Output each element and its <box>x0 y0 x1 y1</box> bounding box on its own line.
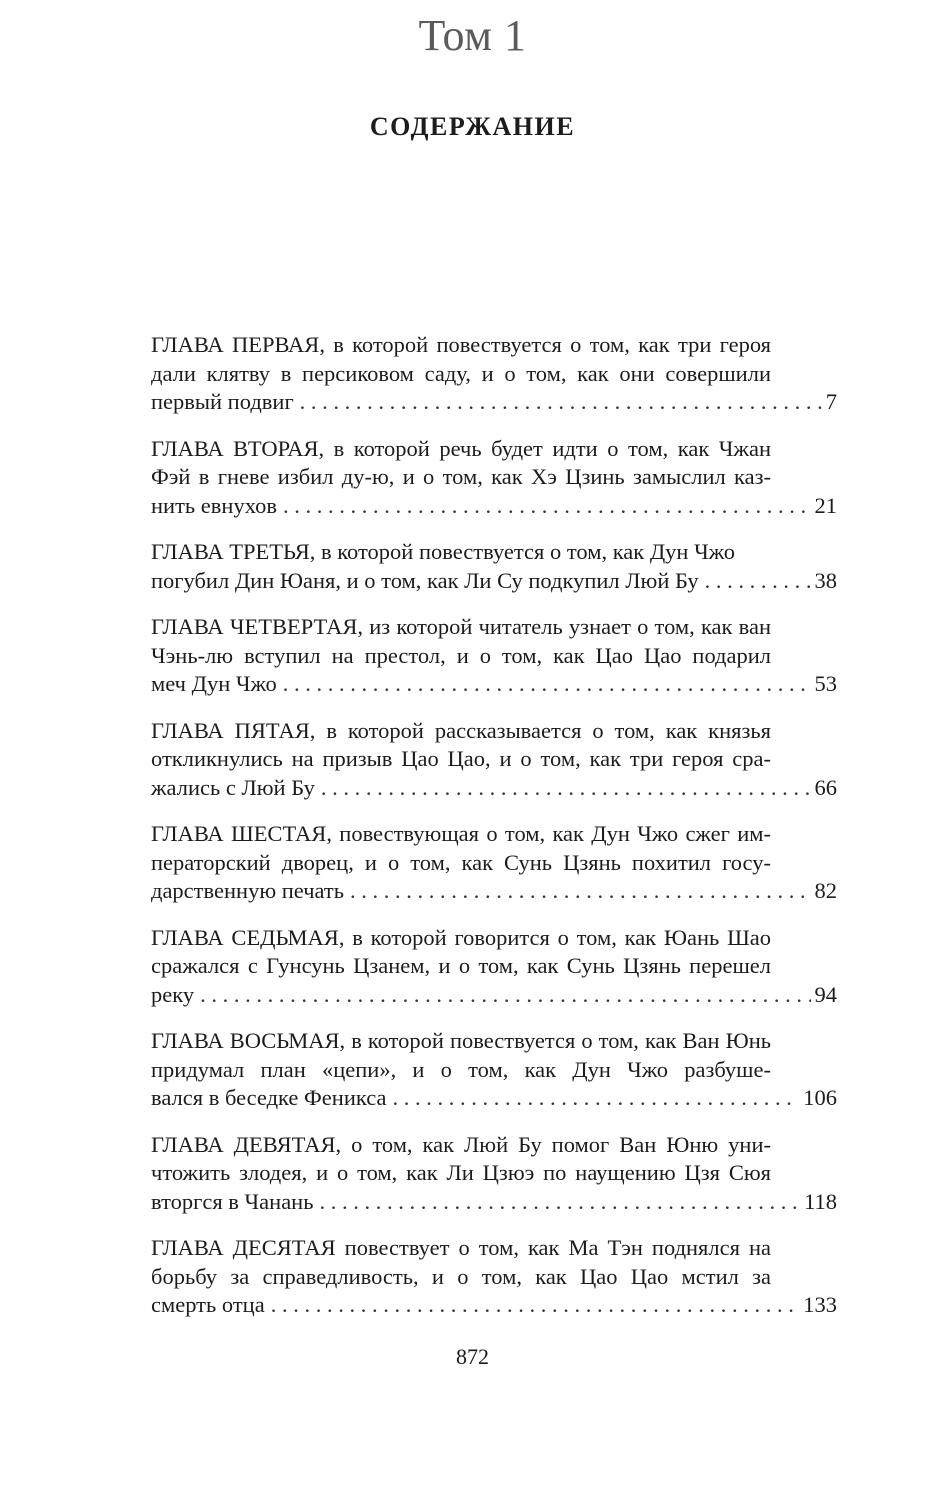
toc-page-number: 133 <box>803 1292 837 1317</box>
chapter-description-end: вался в беседке Феникса <box>151 1085 387 1110</box>
chapter-description-end: меч Дун Чжо <box>151 671 277 696</box>
toc-entry-last-line <box>151 492 837 521</box>
chapter-description: , в которой повествуется о том, как три героя дали клятву в персиковом саду, и о том, как они совершили <box>151 332 771 386</box>
chapter-label: ГЛАВА ПЕРВАЯ <box>151 332 320 357</box>
toc-entry-text <box>151 924 771 981</box>
chapter-description: , из которой читатель узнает о том, как ван Чэнь-лю вступил на престол, и о том, как Цао Цао подарил <box>151 614 771 668</box>
toc-entry-text <box>151 613 771 670</box>
chapter-description-end: смерть отца <box>151 1292 265 1317</box>
toc-entry-last-line <box>151 1188 837 1217</box>
toc-page-number: 106 <box>803 1085 837 1110</box>
chapter-label: ГЛАВА ПЯТАЯ <box>151 717 310 743</box>
toc-entry <box>151 613 837 699</box>
dot-leader <box>319 1188 800 1217</box>
toc-entry-text <box>151 820 771 877</box>
dot-leader <box>200 981 810 1010</box>
toc-entry <box>151 924 837 1010</box>
toc-entry-last-line <box>151 981 837 1010</box>
toc-entry-text <box>151 1027 771 1084</box>
toc-page-number: 21 <box>814 492 837 518</box>
toc-entry <box>151 1027 837 1113</box>
toc-entry-text <box>151 1234 771 1291</box>
chapter-description-end: первый подвиг <box>151 389 294 414</box>
chapter-description-end: вторгся в Чанань <box>151 1188 314 1214</box>
toc-entry-last-line <box>151 877 837 906</box>
chapter-description: , в которой рассказывается о том, как князья откликнулись на призыв Цао Цао, и о том, как три героя сра- <box>151 717 771 771</box>
page-number: 872 <box>456 1344 489 1369</box>
toc-entry <box>151 1234 837 1320</box>
dot-leader <box>300 388 822 417</box>
toc-entry <box>151 538 837 595</box>
chapter-label: ГЛАВА ВТОРАЯ <box>151 435 319 461</box>
toc-entry-text <box>151 1131 771 1188</box>
chapter-description: , повествующая о том, как Дун Чжо сжег им- ператорский дворец, и о том, как Сунь Цзянь похитил госу- <box>151 821 771 875</box>
toc-entry <box>151 820 837 906</box>
chapter-description: , в которой речь будет идти о том, как Чжан Фэй в гневе избил ду-ю, и о том, как Хэ Цзинь замыслил каз- <box>151 435 771 489</box>
toc-page-number: 82 <box>814 878 837 903</box>
chapter-description: , в которой говорится о том, как Юань Шао сражался с Гунсунь Цзанем, и о том, как Сунь Цзянь перешел <box>151 924 772 978</box>
chapter-label: ГЛАВА ДЕСЯТАЯ <box>151 1235 336 1260</box>
chapter-label: ГЛАВА ЧЕТВЕРТАЯ <box>151 614 358 639</box>
chapter-description: повествует о том, как Ма Тэн поднялся на борьбу за справедливость, и о том, как Цао Цао мстил за <box>151 1235 772 1289</box>
chapter-label: ГЛАВА ДЕВЯТАЯ <box>151 1131 336 1157</box>
dot-leader <box>283 670 811 699</box>
chapter-description-end: погубил Дин Юаня, и о том, как Ли Су подкупил Люй Бу <box>151 567 699 593</box>
toc-entry-text <box>151 538 771 567</box>
toc-page-number: 7 <box>825 389 837 414</box>
toc-entry-last-line <box>151 1084 837 1113</box>
dot-leader <box>321 774 811 803</box>
toc-page-number: 118 <box>804 1188 837 1214</box>
chapter-description: , о том, как Люй Бу помог Ван Юню уни- чтожить злодея, и о том, как Ли Цзюэ по наущению Цзя Сюя <box>151 1131 772 1185</box>
dot-leader <box>705 567 811 596</box>
toc-entry-last-line <box>151 774 837 803</box>
chapter-label: ГЛАВА ВОСЬМАЯ <box>151 1028 340 1053</box>
toc-entry-text <box>151 331 771 388</box>
toc-heading: СОДЕРЖАНИЕ <box>369 112 576 141</box>
toc-entry-last-line <box>151 1291 837 1320</box>
toc-entry <box>151 717 837 803</box>
chapter-label: ГЛАВА ТРЕТЬЯ <box>151 539 310 564</box>
dot-leader <box>271 1291 800 1320</box>
table-of-contents <box>151 331 837 1338</box>
chapter-label: ГЛАВА ШЕСТАЯ <box>151 821 327 846</box>
toc-entry <box>151 331 837 417</box>
chapter-description: , в которой повествуется о том, как Дун Чжо <box>309 539 735 564</box>
chapter-description: , в которой повествуется о том, как Ван Юнь придумал план «цепи», и о том, как Дун Чжо разбуше- <box>151 1028 771 1082</box>
chapter-label: ГЛАВА СЕДЬМАЯ <box>151 924 339 950</box>
dot-leader <box>350 877 810 906</box>
toc-entry-text <box>151 717 771 774</box>
toc-page-number: 38 <box>814 567 837 593</box>
toc-entry-last-line <box>151 567 837 596</box>
toc-entry-text <box>151 435 771 492</box>
toc-page-number: 53 <box>814 671 837 696</box>
toc-page-number: 66 <box>814 774 837 800</box>
toc-entry <box>151 1131 837 1217</box>
toc-page-number: 94 <box>814 981 837 1007</box>
chapter-description-end: нить евнухов <box>151 492 277 518</box>
toc-entry <box>151 435 837 521</box>
toc-entry-last-line <box>151 388 837 417</box>
volume-title: Том 1 <box>418 11 527 60</box>
toc-entry-last-line <box>151 670 837 699</box>
chapter-description-end: дарственную печать <box>151 878 345 903</box>
chapter-description-end: жались с Люй Бу <box>151 774 315 800</box>
chapter-description-end: реку <box>151 981 195 1007</box>
dot-leader <box>393 1084 800 1113</box>
dot-leader <box>283 492 811 521</box>
